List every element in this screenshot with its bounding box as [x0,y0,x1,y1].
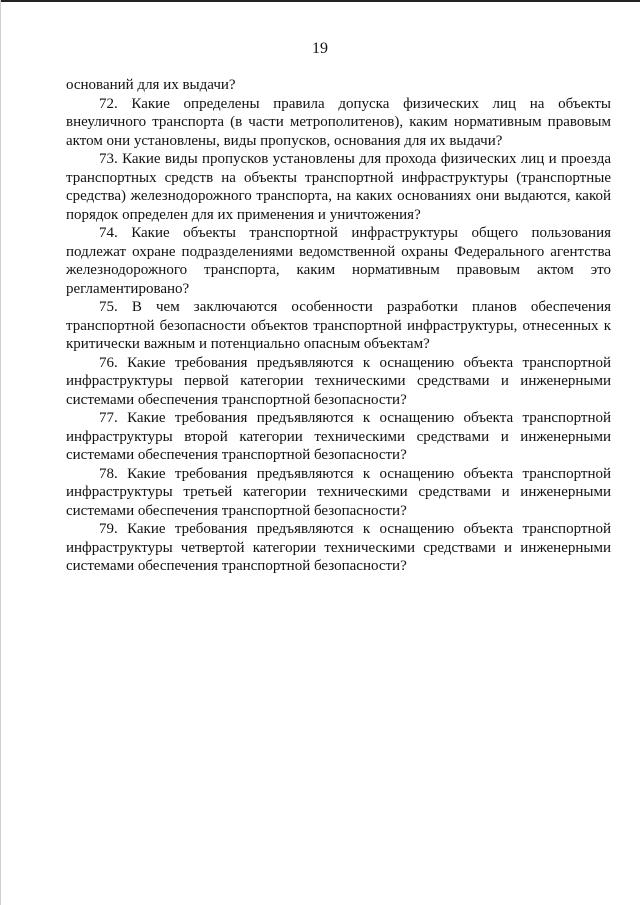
paragraph-question-77: 77. Какие требования предъявляются к оснащению объекта транспортной инфраструктуры второй категории техническими средствами и инженерными системами обеспечения транспортной безопасности? [66,410,611,463]
page-top-edge [0,0,640,2]
paragraph-question-76: 76. Какие требования предъявляются к оснащению объекта транспортной инфраструктуры первой категории техническими средствами и инженерными системами обеспечения транспортной безопасности? [66,354,611,408]
paragraph-question-74: 74. Какие объекты транспортной инфраструктуры общего пользования подлежат охране подразделениями ведомственной охраны Федерального агентства железнодорожного транспорта, каким нормативным правовым актом это регламентировано? [66,225,611,297]
paragraph-question-78: 78. Какие требования предъявляются к оснащению объекта транспортной инфраструктуры третьей категории техническими средствами и инженерными системами обеспечения транспортной безопасности? [66,465,611,519]
paragraph-question-75: 75. В чем заключаются особенности разработки планов обеспечения транспортной безопасности объектов транспортной инфраструктуры, отнесенных к критически важным и потенциально опасным объектам? [66,299,611,352]
paragraph-question-73: 73. Какие виды пропусков установлены для прохода физических лиц и проезда транспортных средств на объекты транспортной инфраструктуры (транспортные средства) железнодорожного транспорта, на каких основаниях они выдаются, какой порядок определен для их применения и уничтожения? [66,151,611,223]
paragraph-question-72: 72. Какие определены правила допуска физических лиц на объекты внеуличного транспорта (в части метрополитенов), каким нормативным правовым актом они установлены, виды пропусков, основания для их выдачи? [66,95,611,149]
page-number: 19 [312,40,328,57]
paragraph-question-79: 79. Какие требования предъявляются к оснащению объекта транспортной инфраструктуры четвертой категории техническими средствами и инженерными системами обеспечения транспортной безопасности? [66,521,611,574]
document-body [66,76,611,576]
paragraph-continuation: оснований для их выдачи? [66,77,236,93]
page-left-edge [0,0,1,905]
